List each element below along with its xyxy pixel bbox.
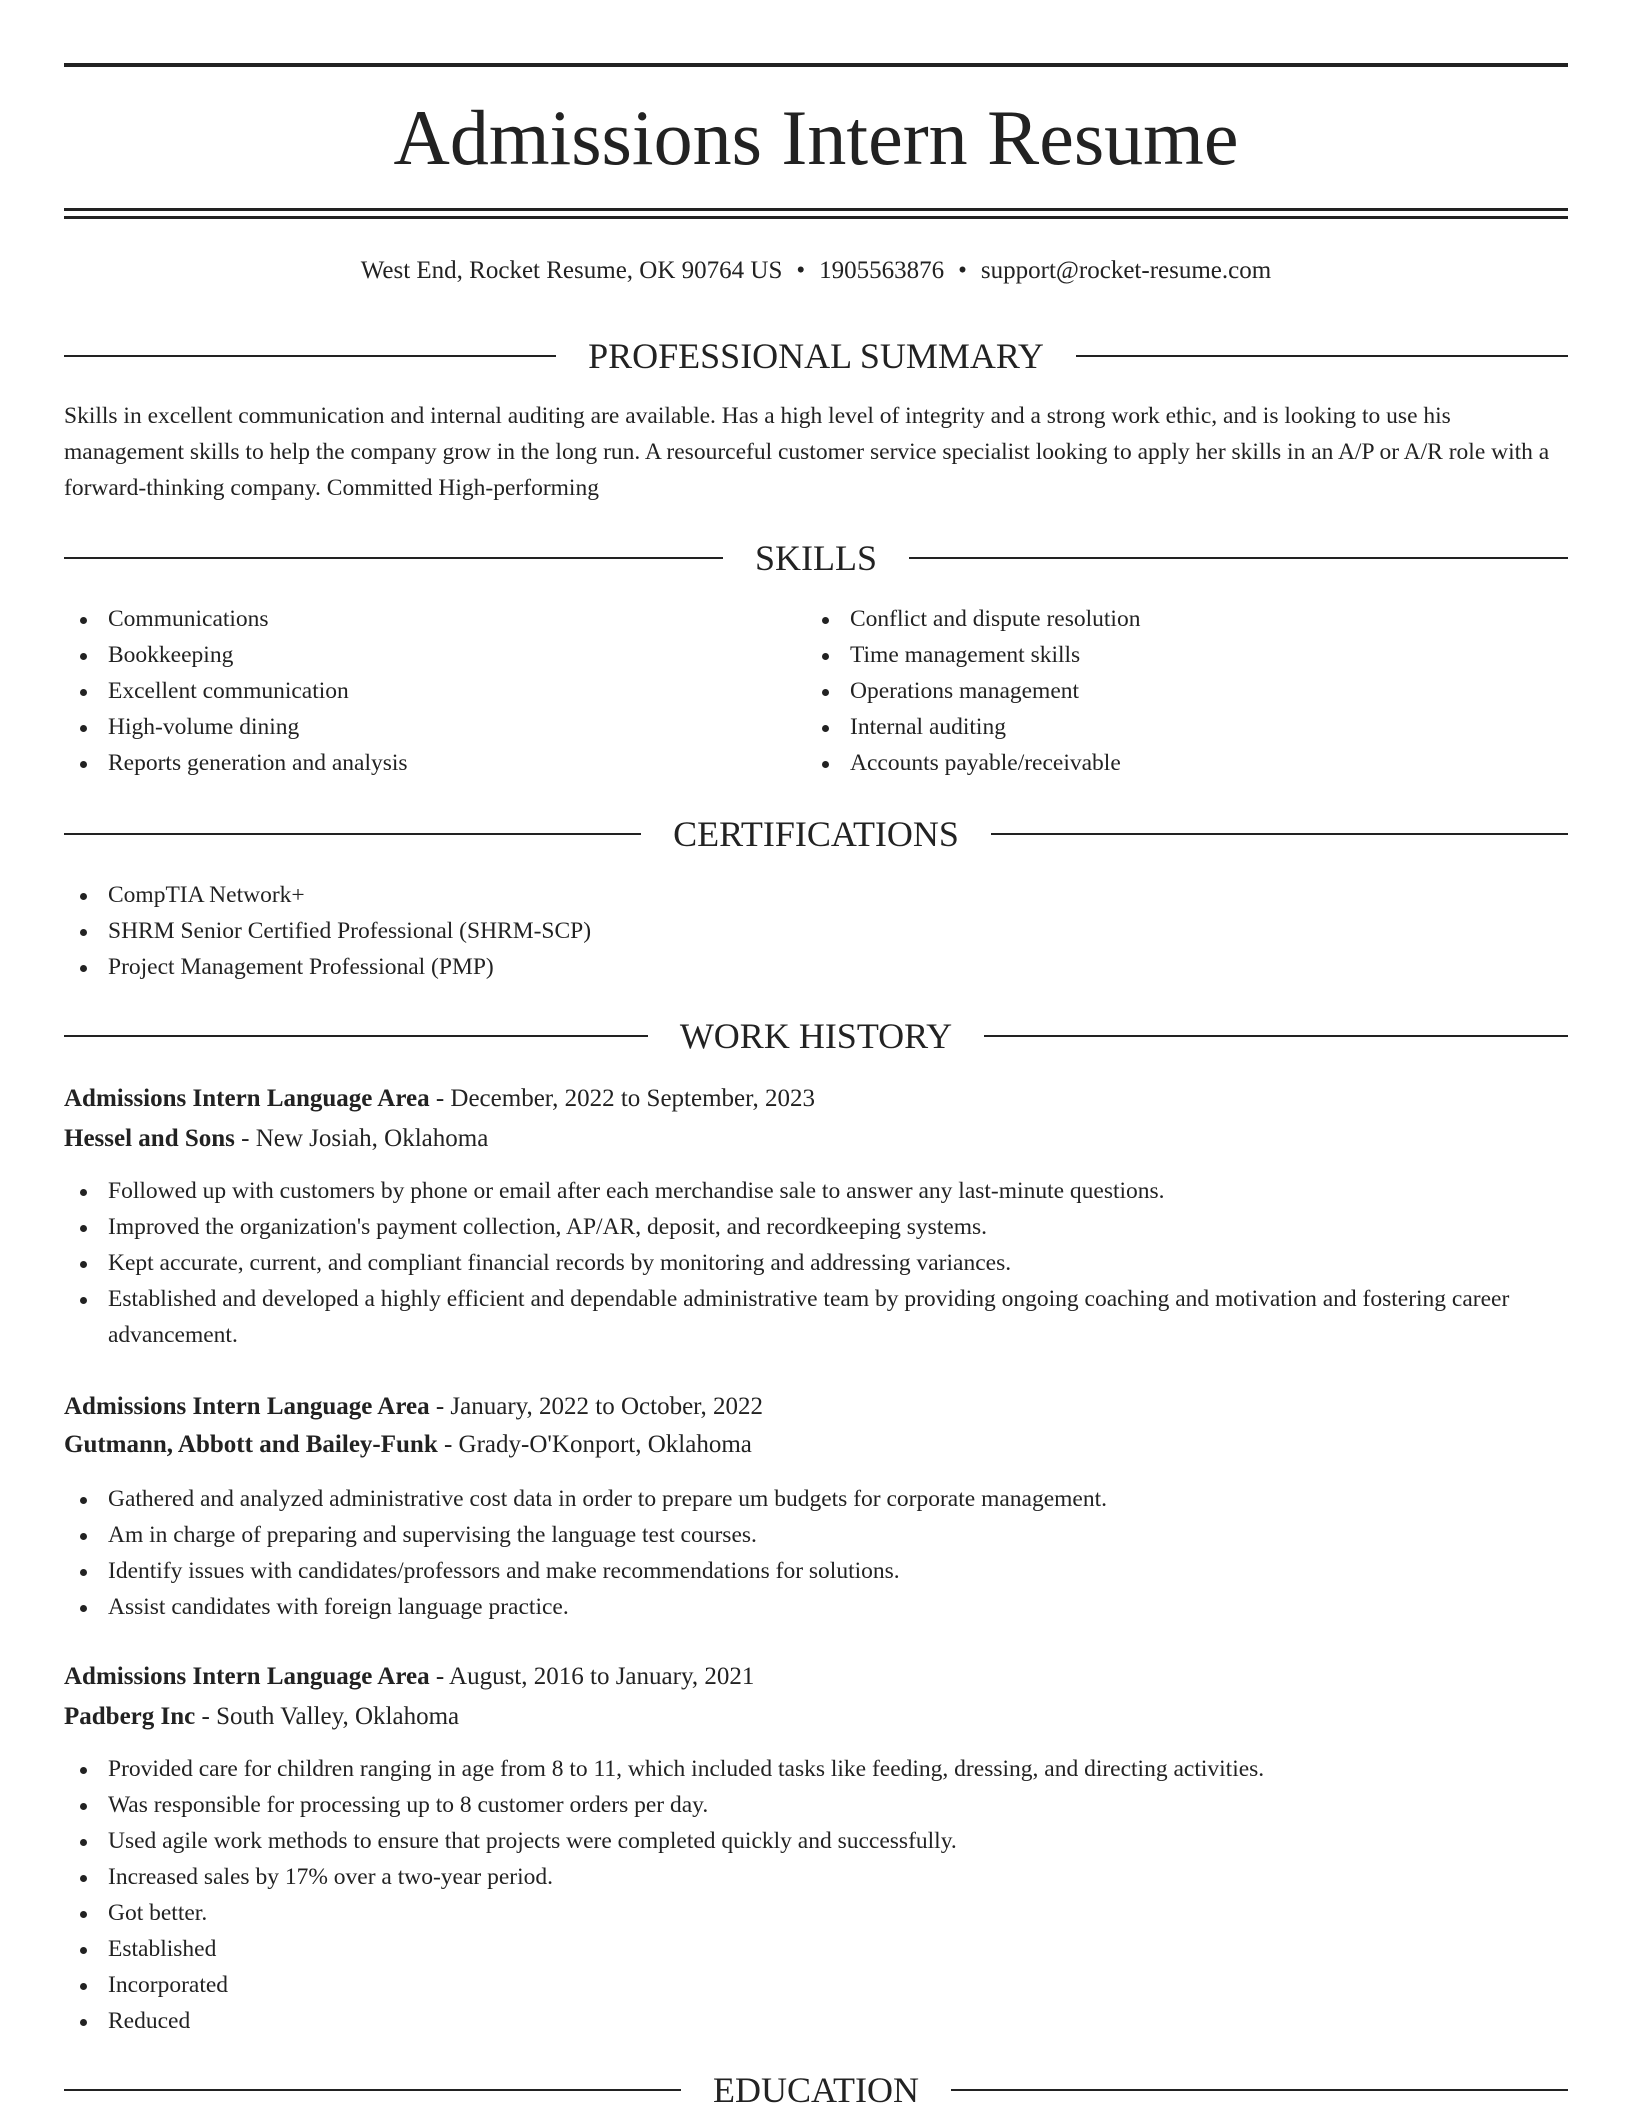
- job-dates: - December, 2022 to September, 2023: [429, 1085, 815, 1112]
- heading-rule: [64, 1035, 648, 1037]
- skill-item: Communications: [64, 601, 804, 637]
- heading-rule: [984, 1035, 1568, 1037]
- job-company-line: [64, 1427, 1568, 1463]
- heading-rule: [1076, 355, 1568, 357]
- job-bullet: Reduced: [64, 2003, 1568, 2039]
- job-bullet: Established and developed a highly efficient and dependable administrative team by providing ongoing coaching and motivation and fostering career advancement.: [64, 1281, 1568, 1353]
- job-bullet: Improved the organization's payment collection, AP/AR, deposit, and recordkeeping systems.: [64, 1209, 1568, 1245]
- skill-item: High-volume dining: [64, 709, 804, 745]
- job-title-line: [64, 1389, 1568, 1425]
- job-bullet: Was responsible for processing up to 8 customer orders per day.: [64, 1787, 1568, 1823]
- job-company: Hessel and Sons: [64, 1125, 235, 1152]
- heading-rule: [64, 355, 556, 357]
- contact-email[interactable]: support@rocket-resume.com: [980, 257, 1272, 284]
- section-heading-certifications: [64, 812, 1568, 856]
- job-bullet: Am in charge of preparing and supervising the language test courses.: [64, 1517, 1568, 1553]
- job-bullet: Followed up with customers by phone or email after each merchandise sale to answer any last-minute questions.: [64, 1173, 1568, 1209]
- job-location: - Grady-O'Konport, Oklahoma: [437, 1431, 752, 1458]
- skill-item: Reports generation and analysis: [64, 745, 804, 781]
- certification-item: Project Management Professional (PMP): [64, 949, 1568, 985]
- skill-item: Operations management: [806, 673, 1546, 709]
- job-bullets: [64, 1751, 1568, 2039]
- section-title: EDUCATION: [713, 2070, 919, 2110]
- job-title-line: [64, 1659, 1568, 1695]
- job-company: Gutmann, Abbott and Bailey-Funk: [64, 1431, 438, 1458]
- job-title: Admissions Intern Language Area: [64, 1663, 430, 1690]
- section-heading-summary: [64, 334, 1568, 378]
- skills-list-right: [806, 601, 1546, 781]
- section-heading-education: [64, 2068, 1568, 2112]
- job-bullet: Increased sales by 17% over a two-year period.: [64, 1859, 1568, 1895]
- heading-rule: [909, 557, 1568, 559]
- job-bullet: Assist candidates with foreign language practice.: [64, 1589, 1568, 1625]
- job-dates: - August, 2016 to January, 2021: [429, 1663, 755, 1690]
- contact-separator: •: [958, 257, 967, 284]
- job-title: Admissions Intern Language Area: [64, 1085, 430, 1112]
- job-bullet: Established: [64, 1931, 1568, 1967]
- job-title-line: [64, 1081, 1568, 1117]
- certifications-list: [64, 877, 1568, 985]
- skills-list-left: [64, 601, 804, 781]
- section-heading-skills: [64, 536, 1568, 580]
- job-bullet: Provided care for children ranging in age from 8 to 11, which included tasks like feeding, dressing, and directing activities.: [64, 1751, 1568, 1787]
- job-location: - New Josiah, Oklahoma: [234, 1125, 489, 1152]
- section-heading-work-history: [64, 1014, 1568, 1058]
- section-title: CERTIFICATIONS: [673, 814, 959, 854]
- job-bullet: Used agile work methods to ensure that projects were completed quickly and successfully.: [64, 1823, 1568, 1859]
- job-bullets: [64, 1173, 1568, 1353]
- certification-item: SHRM Senior Certified Professional (SHRM-SCP): [64, 913, 1568, 949]
- section-title: PROFESSIONAL SUMMARY: [588, 336, 1044, 376]
- section-title: SKILLS: [755, 538, 878, 578]
- skill-item: Accounts payable/receivable: [806, 745, 1546, 781]
- heading-rule: [951, 2089, 1568, 2091]
- skill-item: Conflict and dispute resolution: [806, 601, 1546, 637]
- contact-address: West End, Rocket Resume, OK 90764 US: [360, 257, 783, 284]
- resume-title: Admissions Intern Resume: [393, 94, 1239, 181]
- summary-text: Skills in excellent communication and internal auditing are available. Has a high level of integrity and a strong work ethic, and is looking to use his management skills to help the company grow in the long run. A resourceful customer service specialist looking to apply her skills in an A/P or A/R role with a forward-thinking company. Committed High-performing: [64, 403, 1550, 501]
- contact-phone: 1905563876: [819, 257, 945, 284]
- skill-item: Excellent communication: [64, 673, 804, 709]
- skill-item: Bookkeeping: [64, 637, 804, 673]
- heading-rule: [991, 833, 1568, 835]
- section-title: WORK HISTORY: [679, 1016, 953, 1056]
- top-rule: [64, 63, 1568, 67]
- job-bullet: Kept accurate, current, and compliant financial records by monitoring and addressing variances.: [64, 1245, 1568, 1281]
- job-company: Padberg Inc: [64, 1703, 196, 1730]
- heading-rule: [64, 2089, 681, 2091]
- contact-line: [64, 254, 1568, 288]
- job-company-line: [64, 1699, 1568, 1735]
- job-title: Admissions Intern Language Area: [64, 1393, 430, 1420]
- contact-separator: •: [796, 257, 806, 284]
- job-location: - South Valley, Oklahoma: [195, 1703, 460, 1730]
- job-bullet: Got better.: [64, 1895, 1568, 1931]
- job-company-line: [64, 1121, 1568, 1157]
- job-bullet: Gathered and analyzed administrative cost data in order to prepare um budgets for corporate management.: [64, 1481, 1568, 1517]
- heading-rule: [64, 833, 641, 835]
- job-bullet: Incorporated: [64, 1967, 1568, 2003]
- title-double-rule: [64, 208, 1568, 219]
- job-bullets: [64, 1481, 1568, 1625]
- heading-rule: [64, 557, 723, 559]
- certification-item: CompTIA Network+: [64, 877, 1568, 913]
- job-dates: - January, 2022 to October, 2022: [429, 1393, 763, 1420]
- skill-item: Time management skills: [806, 637, 1546, 673]
- skill-item: Internal auditing: [806, 709, 1546, 745]
- job-bullet: Identify issues with candidates/professors and make recommendations for solutions.: [64, 1553, 1568, 1589]
